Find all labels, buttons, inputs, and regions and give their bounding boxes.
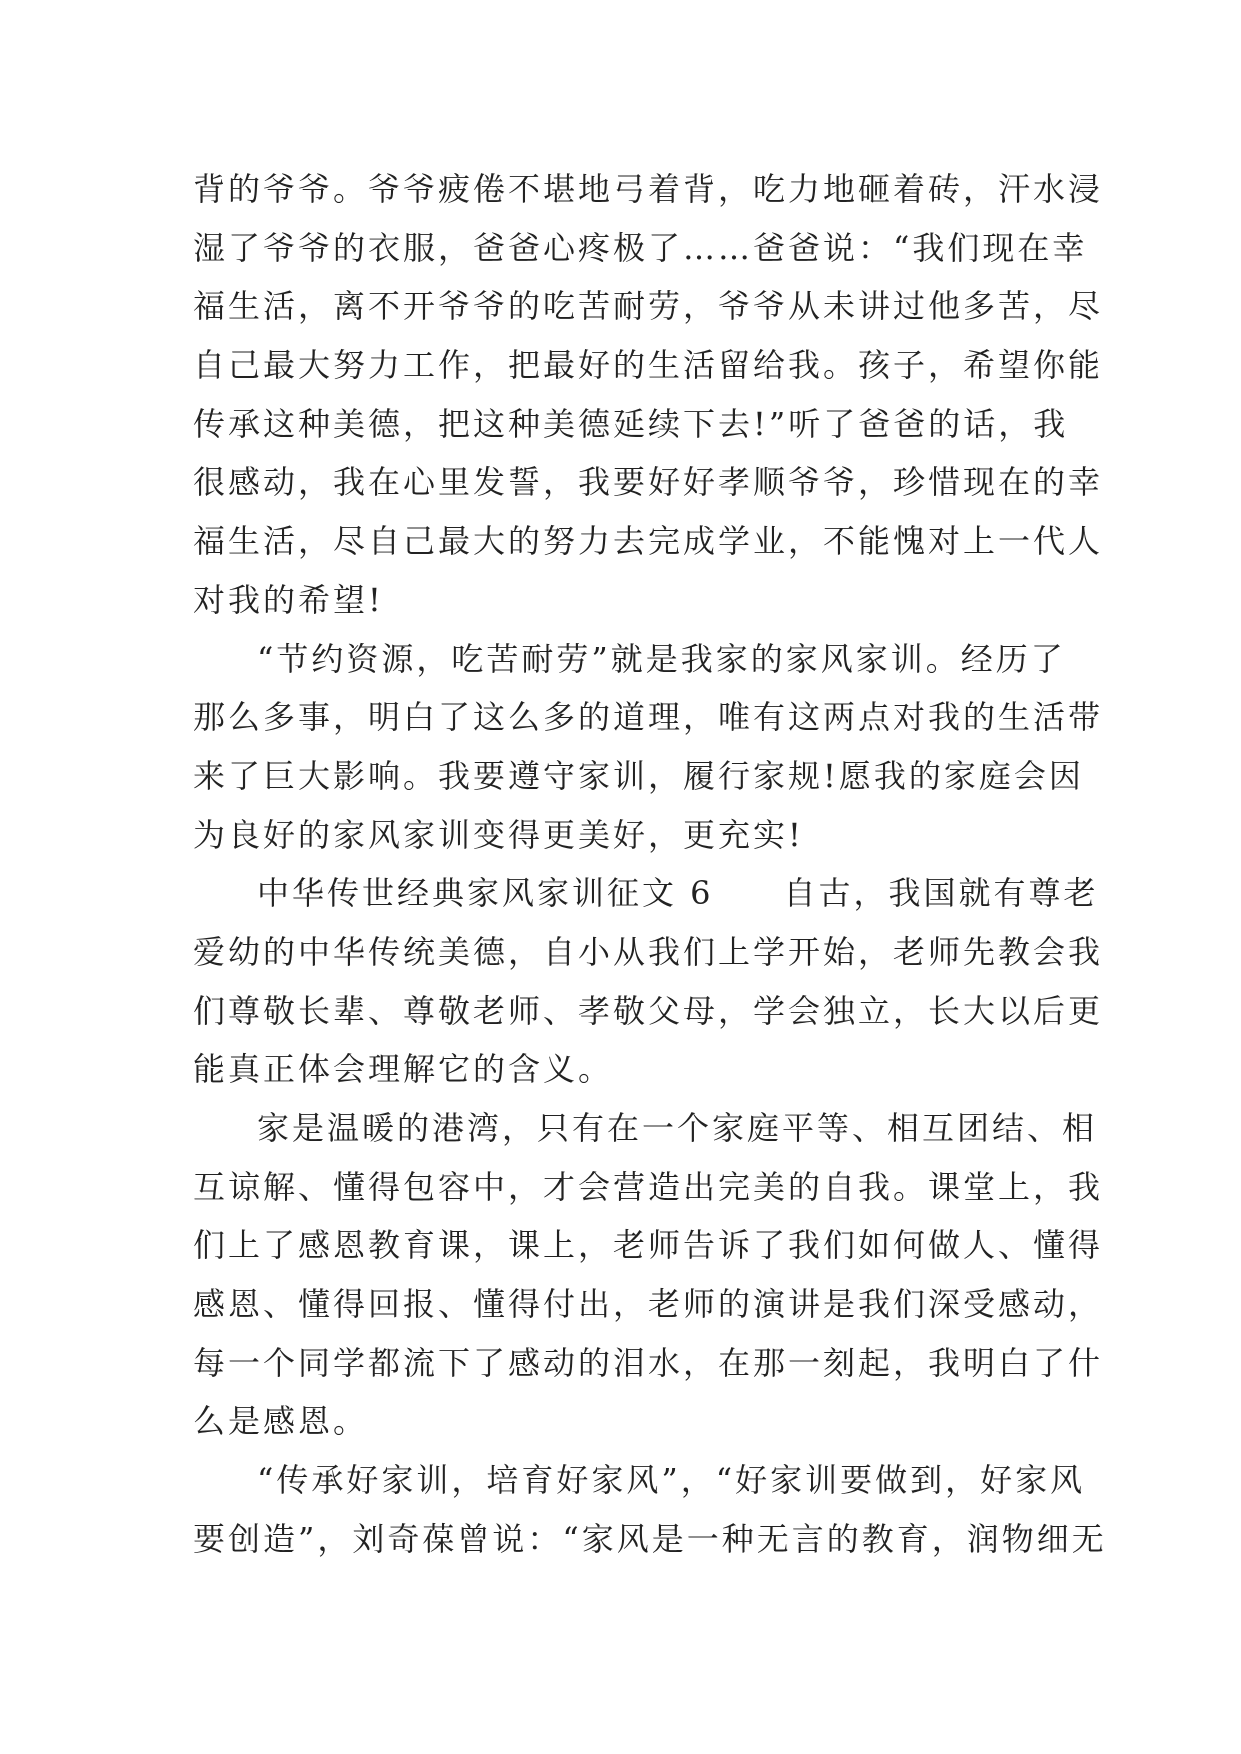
text-line: 福生活，尽自己最大的努力去完成学业，不能愧对上一代人 [193, 522, 1104, 561]
text-line: 们尊敬长辈、尊敬老师、孝敬父母，学会独立，长大以后更 [193, 991, 1104, 1030]
text-line: 来了巨大影响。我要遵守家训，履行家规!愿我的家庭会因 [193, 756, 1084, 795]
text-line: 感恩、懂得回报、懂得付出，老师的演讲是我们深受感动， [193, 1285, 1104, 1324]
text-line: 为良好的家风家训变得更美好，更充实! [193, 815, 804, 854]
text-line: 那么多事，明白了这么多的道理，唯有这两点对我的生活带 [193, 698, 1104, 737]
text-line: 自己最大努力工作，把最好的生活留给我。孩子，希望你能 [193, 346, 1104, 385]
text-line: 湿了爷爷的衣服，爸爸心疼极了……爸爸说：“我们现在幸 [193, 228, 1088, 267]
text-line: 爱幼的中华传统美德，自小从我们上学开始，老师先教会我 [193, 932, 1104, 971]
text-line: 传承这种美德，把这种美德延续下去!”听了爸爸的话，我 [193, 404, 1069, 443]
text-line: 背的爷爷。爷爷疲倦不堪地弓着背，吃力地砸着砖，汗水浸 [193, 170, 1104, 208]
text-line: 每一个同学都流下了感动的泪水，在那一刻起，我明白了什 [193, 1343, 1104, 1382]
body-text [193, 160, 1107, 1569]
text-line: 们上了感恩教育课，课上，老师告诉了我们如何做人、懂得 [193, 1226, 1104, 1265]
section-heading-line: 中华传世经典家风家训征文 6 自古，我国就有尊老 [257, 874, 1099, 913]
text-line: 福生活，离不开爷爷的吃苦耐劳，爷爷从未讲过他多苦，尽 [193, 287, 1104, 326]
text-line: 互谅解、懂得包容中，才会营造出完美的自我。课堂上，我 [193, 1167, 1104, 1206]
text-line: 么是感恩。 [193, 1402, 369, 1441]
text-line: 对我的希望! [193, 580, 384, 619]
text-line: 要创造”，刘奇葆曾说：“家风是一种无言的教育，润物细无 [193, 1519, 1107, 1558]
paragraph-first-line: “传承好家训，培育好家风”，“好家训要做到，好家风 [257, 1461, 1086, 1500]
paragraph-first-line: “节约资源，吃苦耐劳”就是我家的家风家训。经历了 [257, 639, 1066, 678]
paragraph-first-line: 家是温暖的港湾，只有在一个家庭平等、相互团结、相 [257, 1109, 1098, 1147]
text-line: 能真正体会理解它的含义。 [193, 1050, 614, 1089]
text-line: 很感动，我在心里发誓，我要好好孝顺爷爷，珍惜现在的幸 [193, 463, 1104, 502]
